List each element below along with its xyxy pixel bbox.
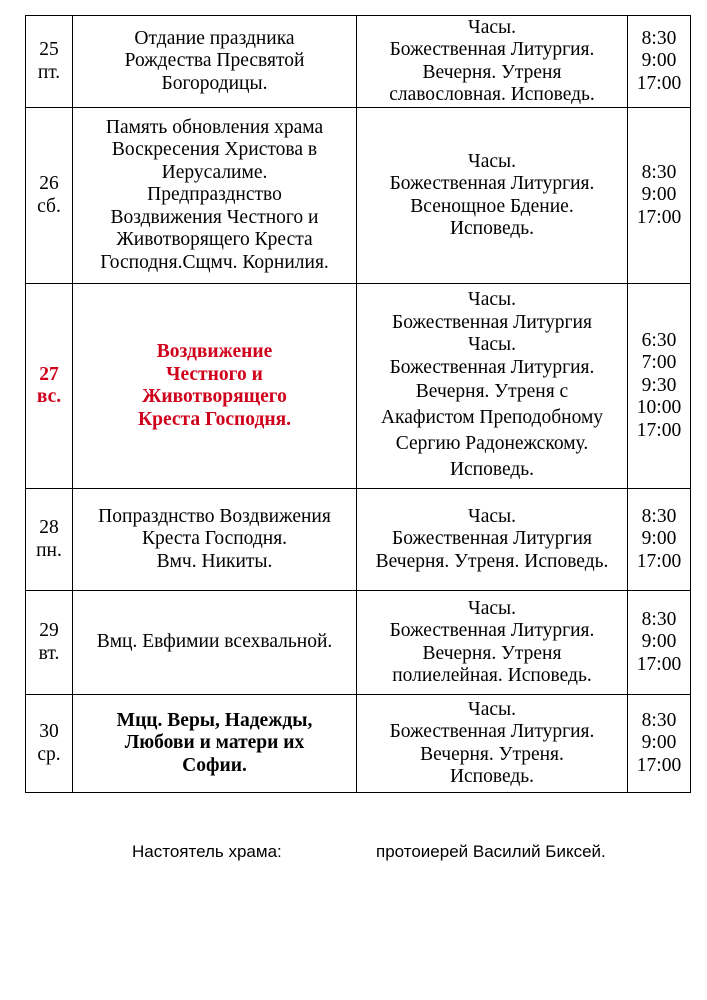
feast-line: Честного и <box>166 363 263 385</box>
service-line: Вечерня. Утреня с <box>415 381 569 402</box>
table-row <box>26 489 691 591</box>
time-value: 17:00 <box>636 72 682 94</box>
signature-footer <box>0 842 707 868</box>
weekday: вт. <box>38 642 60 664</box>
service-line: полиелейная. Исповедь. <box>392 665 592 686</box>
service-line: Вечерня. Утреня <box>422 61 562 83</box>
day-number: 27 <box>39 363 59 385</box>
service-line: Божественная Литургия. <box>389 173 595 194</box>
services-cell <box>357 284 628 489</box>
rector-name: протоиерей Василий Биксей. <box>376 842 606 861</box>
feast-line: Предпразднство <box>147 184 282 206</box>
date-cell <box>26 284 73 489</box>
feast-line: Память обновления храма <box>105 116 324 138</box>
time-value: 9:00 <box>641 50 677 72</box>
service-line: Божественная Литургия. <box>389 39 595 60</box>
feast-line: Креста Господня. <box>141 528 288 550</box>
services-cell <box>357 489 628 591</box>
time-value: 9:00 <box>641 732 677 754</box>
feast-line: Вмч. Никиты. <box>156 550 273 572</box>
feast-line: Богородицы. <box>161 72 268 94</box>
feast-line: Воздвижение <box>156 341 273 362</box>
rector-title: Настоятель храма: <box>132 842 282 861</box>
feast-line: Животворящего <box>142 386 287 407</box>
service-line: Часы. <box>468 289 516 310</box>
feast-line: Отдание праздника <box>134 27 295 49</box>
time-value: 8:30 <box>641 608 677 630</box>
service-line: Часы. <box>468 16 516 38</box>
time-value: 17:00 <box>636 653 682 675</box>
feast-cell <box>73 108 357 284</box>
day-number: 28 <box>39 517 59 538</box>
date-cell <box>26 16 73 108</box>
table-row <box>26 591 691 695</box>
service-line: Акафистом Преподобному <box>380 407 604 428</box>
day-number: 30 <box>39 721 59 742</box>
weekday: вс. <box>36 386 62 407</box>
feast-line: Софии. <box>182 754 247 776</box>
service-line: Исповедь. <box>449 459 535 480</box>
time-value: 8:30 <box>641 161 677 183</box>
service-line: Божественная Литургия. <box>389 356 595 378</box>
day-number: 26 <box>39 173 59 194</box>
table-row <box>26 16 691 108</box>
times-cell <box>628 591 691 695</box>
services-cell <box>357 108 628 284</box>
time-value: 9:30 <box>641 374 677 396</box>
times-cell <box>628 695 691 793</box>
service-line: Часы. <box>468 150 516 172</box>
table-row <box>26 284 691 489</box>
times-cell <box>628 489 691 591</box>
schedule-table <box>25 15 691 793</box>
service-line: славословная. Исповедь. <box>389 84 595 105</box>
service-line: Часы. <box>468 698 516 720</box>
time-value: 6:30 <box>641 329 677 351</box>
feast-line: Вмц. Евфимии всехвальной. <box>96 631 333 653</box>
table-row <box>26 108 691 284</box>
feast-line: Любови и матери их <box>124 732 305 754</box>
time-value: 9:00 <box>641 631 677 653</box>
service-line: Сергию Радонежскому. <box>395 433 589 454</box>
service-line: Божественная Литургия. <box>389 721 595 742</box>
feast-line: Рождества Пресвятой <box>124 50 305 72</box>
service-line: Исповедь. <box>449 218 535 239</box>
feast-line: Животворящего Креста <box>116 229 313 251</box>
date-cell <box>26 489 73 591</box>
feast-line: Воздвижения Честного и <box>110 206 319 228</box>
times-cell <box>628 108 691 284</box>
service-line: Вечерня. Утреня. <box>420 743 564 765</box>
date-cell <box>26 591 73 695</box>
feast-cell <box>73 16 357 108</box>
service-line: Часы. <box>468 334 516 355</box>
time-value: 8:30 <box>641 505 677 527</box>
feast-line: Господня.Сщмч. Корнилия. <box>100 251 329 273</box>
time-value: 8:30 <box>641 27 677 49</box>
feast-cell <box>73 489 357 591</box>
time-value: 17:00 <box>636 419 682 441</box>
day-number: 25 <box>39 39 59 60</box>
day-number: 29 <box>39 620 59 641</box>
weekday: пт. <box>37 61 61 83</box>
time-value: 7:00 <box>641 352 677 374</box>
service-line: Божественная Литургия <box>392 528 592 550</box>
feast-cell <box>73 695 357 793</box>
services-cell <box>357 695 628 793</box>
feast-line: Мцц. Веры, Надежды, <box>116 709 313 731</box>
feast-cell <box>73 591 357 695</box>
times-cell <box>628 284 691 489</box>
service-line: Часы. <box>468 597 516 619</box>
time-value: 9:00 <box>641 184 677 206</box>
date-cell <box>26 108 73 284</box>
service-line: Всенощное Бдение. <box>410 195 574 217</box>
times-cell <box>628 16 691 108</box>
time-value: 8:30 <box>641 709 677 731</box>
time-value: 17:00 <box>636 206 682 228</box>
service-line: Божественная Литургия <box>392 311 592 333</box>
date-cell <box>26 695 73 793</box>
table-row <box>26 695 691 793</box>
feast-line: Креста Господня. <box>137 408 292 430</box>
service-line: Вечерня. Утреня <box>422 642 562 664</box>
weekday: пн. <box>36 539 62 561</box>
feast-line: Попразднство Воздвижения <box>98 505 331 527</box>
feast-line: Воскресения Христова в <box>111 139 318 161</box>
service-line: Божественная Литургия. <box>389 620 595 641</box>
services-cell <box>357 16 628 108</box>
service-line: Часы. <box>468 505 516 527</box>
time-value: 17:00 <box>636 754 682 776</box>
weekday: сб. <box>37 195 61 217</box>
weekday: ср. <box>37 743 61 765</box>
service-line: Вечерня. Утреня. Исповедь. <box>375 550 609 572</box>
feast-line: Иерусалиме. <box>161 161 268 183</box>
feast-cell <box>73 284 357 489</box>
time-value: 10:00 <box>636 397 682 419</box>
service-line: Исповедь. <box>449 766 535 787</box>
time-value: 9:00 <box>641 528 677 550</box>
services-cell <box>357 591 628 695</box>
time-value: 17:00 <box>636 550 682 572</box>
